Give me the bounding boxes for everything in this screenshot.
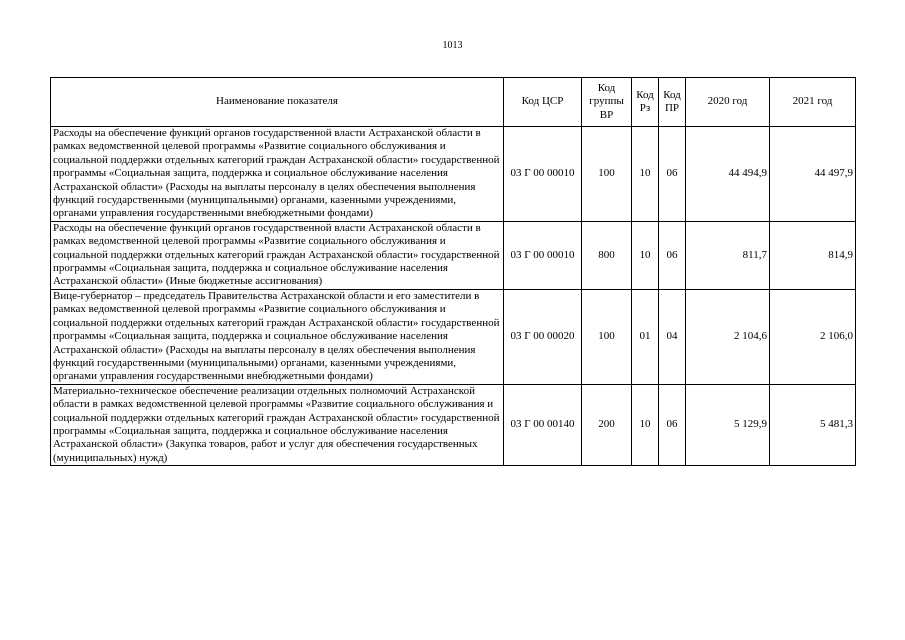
row-name: Расходы на обеспечение функций органов государственной власти Астраханской области в рамках ведомственной целевой программы «Развитие социального обслуживания и социальной поддержки отдельных категорий граждан Астраханской области» государственной программы «Социальная защита, поддержка и социальное обслуживание населения Астраханской области» (Расходы на выплаты персоналу в целях обеспечения выполнения функций государственными (муниципальными) органами, казенными учреждениями, органами управления государственными внебюджетными фондами) <box>51 127 504 222</box>
header-2021: 2021 год <box>770 78 856 127</box>
row-csr: 03 Г 00 00140 <box>504 384 582 465</box>
page-number: 1013 <box>442 40 463 51</box>
row-2020: 44 494,9 <box>686 127 770 222</box>
row-name: Вице-губернатор – председатель Правительства Астраханской области и его заместители в рамках ведомственной целевой программы «Развитие социального обслуживания и социальной поддержки отдельных категорий граждан Астраханской области» государственной программы «Социальная защита, поддержка и социальное обслуживание населения Астраханской области» (Расходы на выплаты персоналу в целях обеспечения выполнения функций государственными (муниципальными) органами, казенными учреждениями, органами управления государственными внебюджетными фондами) <box>51 289 504 384</box>
row-csr: 03 Г 00 00020 <box>504 289 582 384</box>
header-row <box>51 78 856 127</box>
row-rz: 10 <box>632 127 659 222</box>
row-2021: 44 497,9 <box>770 127 856 222</box>
budget-table <box>50 77 856 466</box>
row-2020: 2 104,6 <box>686 289 770 384</box>
row-pr: 04 <box>659 289 686 384</box>
table-row <box>51 221 856 289</box>
row-pr: 06 <box>659 127 686 222</box>
row-csr: 03 Г 00 00010 <box>504 127 582 222</box>
row-vr: 800 <box>582 221 632 289</box>
row-vr: 200 <box>582 384 632 465</box>
header-pr: Код ПР <box>659 78 686 127</box>
row-2020: 5 129,9 <box>686 384 770 465</box>
header-rz: Код Рз <box>632 78 659 127</box>
table-row <box>51 127 856 222</box>
header-name: Наименование показателя <box>51 78 504 127</box>
header-2020: 2020 год <box>686 78 770 127</box>
table-row <box>51 384 856 465</box>
row-pr: 06 <box>659 221 686 289</box>
row-vr: 100 <box>582 127 632 222</box>
row-rz: 10 <box>632 221 659 289</box>
row-2020: 811,7 <box>686 221 770 289</box>
header-csr: Код ЦСР <box>504 78 582 127</box>
row-2021: 5 481,3 <box>770 384 856 465</box>
table-row <box>51 289 856 384</box>
row-pr: 06 <box>659 384 686 465</box>
header-vr: Код группы ВР <box>582 78 632 127</box>
row-2021: 2 106,0 <box>770 289 856 384</box>
row-name: Материально-техническое обеспечение реализации отдельных полномочий Астраханской области в рамках ведомственной целевой программы «Развитие социального обслуживания и социальной поддержки отдельных категорий граждан Астраханской области» государственной программы «Социальная защита, поддержка и социальное обслуживание населения Астраханской области» (Закупка товаров, работ и услуг для обеспечения государственных (муниципальных) нужд) <box>51 384 504 465</box>
row-2021: 814,9 <box>770 221 856 289</box>
row-rz: 01 <box>632 289 659 384</box>
row-vr: 100 <box>582 289 632 384</box>
row-name: Расходы на обеспечение функций органов государственной власти Астраханской области в рамках ведомственной целевой программы «Развитие социального обслуживания и социальной поддержки отдельных категорий граждан Астраханской области» государственной программы «Социальная защита, поддержка и социальное обслуживание населения Астраханской области» (Иные бюджетные ассигнования) <box>51 221 504 289</box>
row-csr: 03 Г 00 00010 <box>504 221 582 289</box>
row-rz: 10 <box>632 384 659 465</box>
